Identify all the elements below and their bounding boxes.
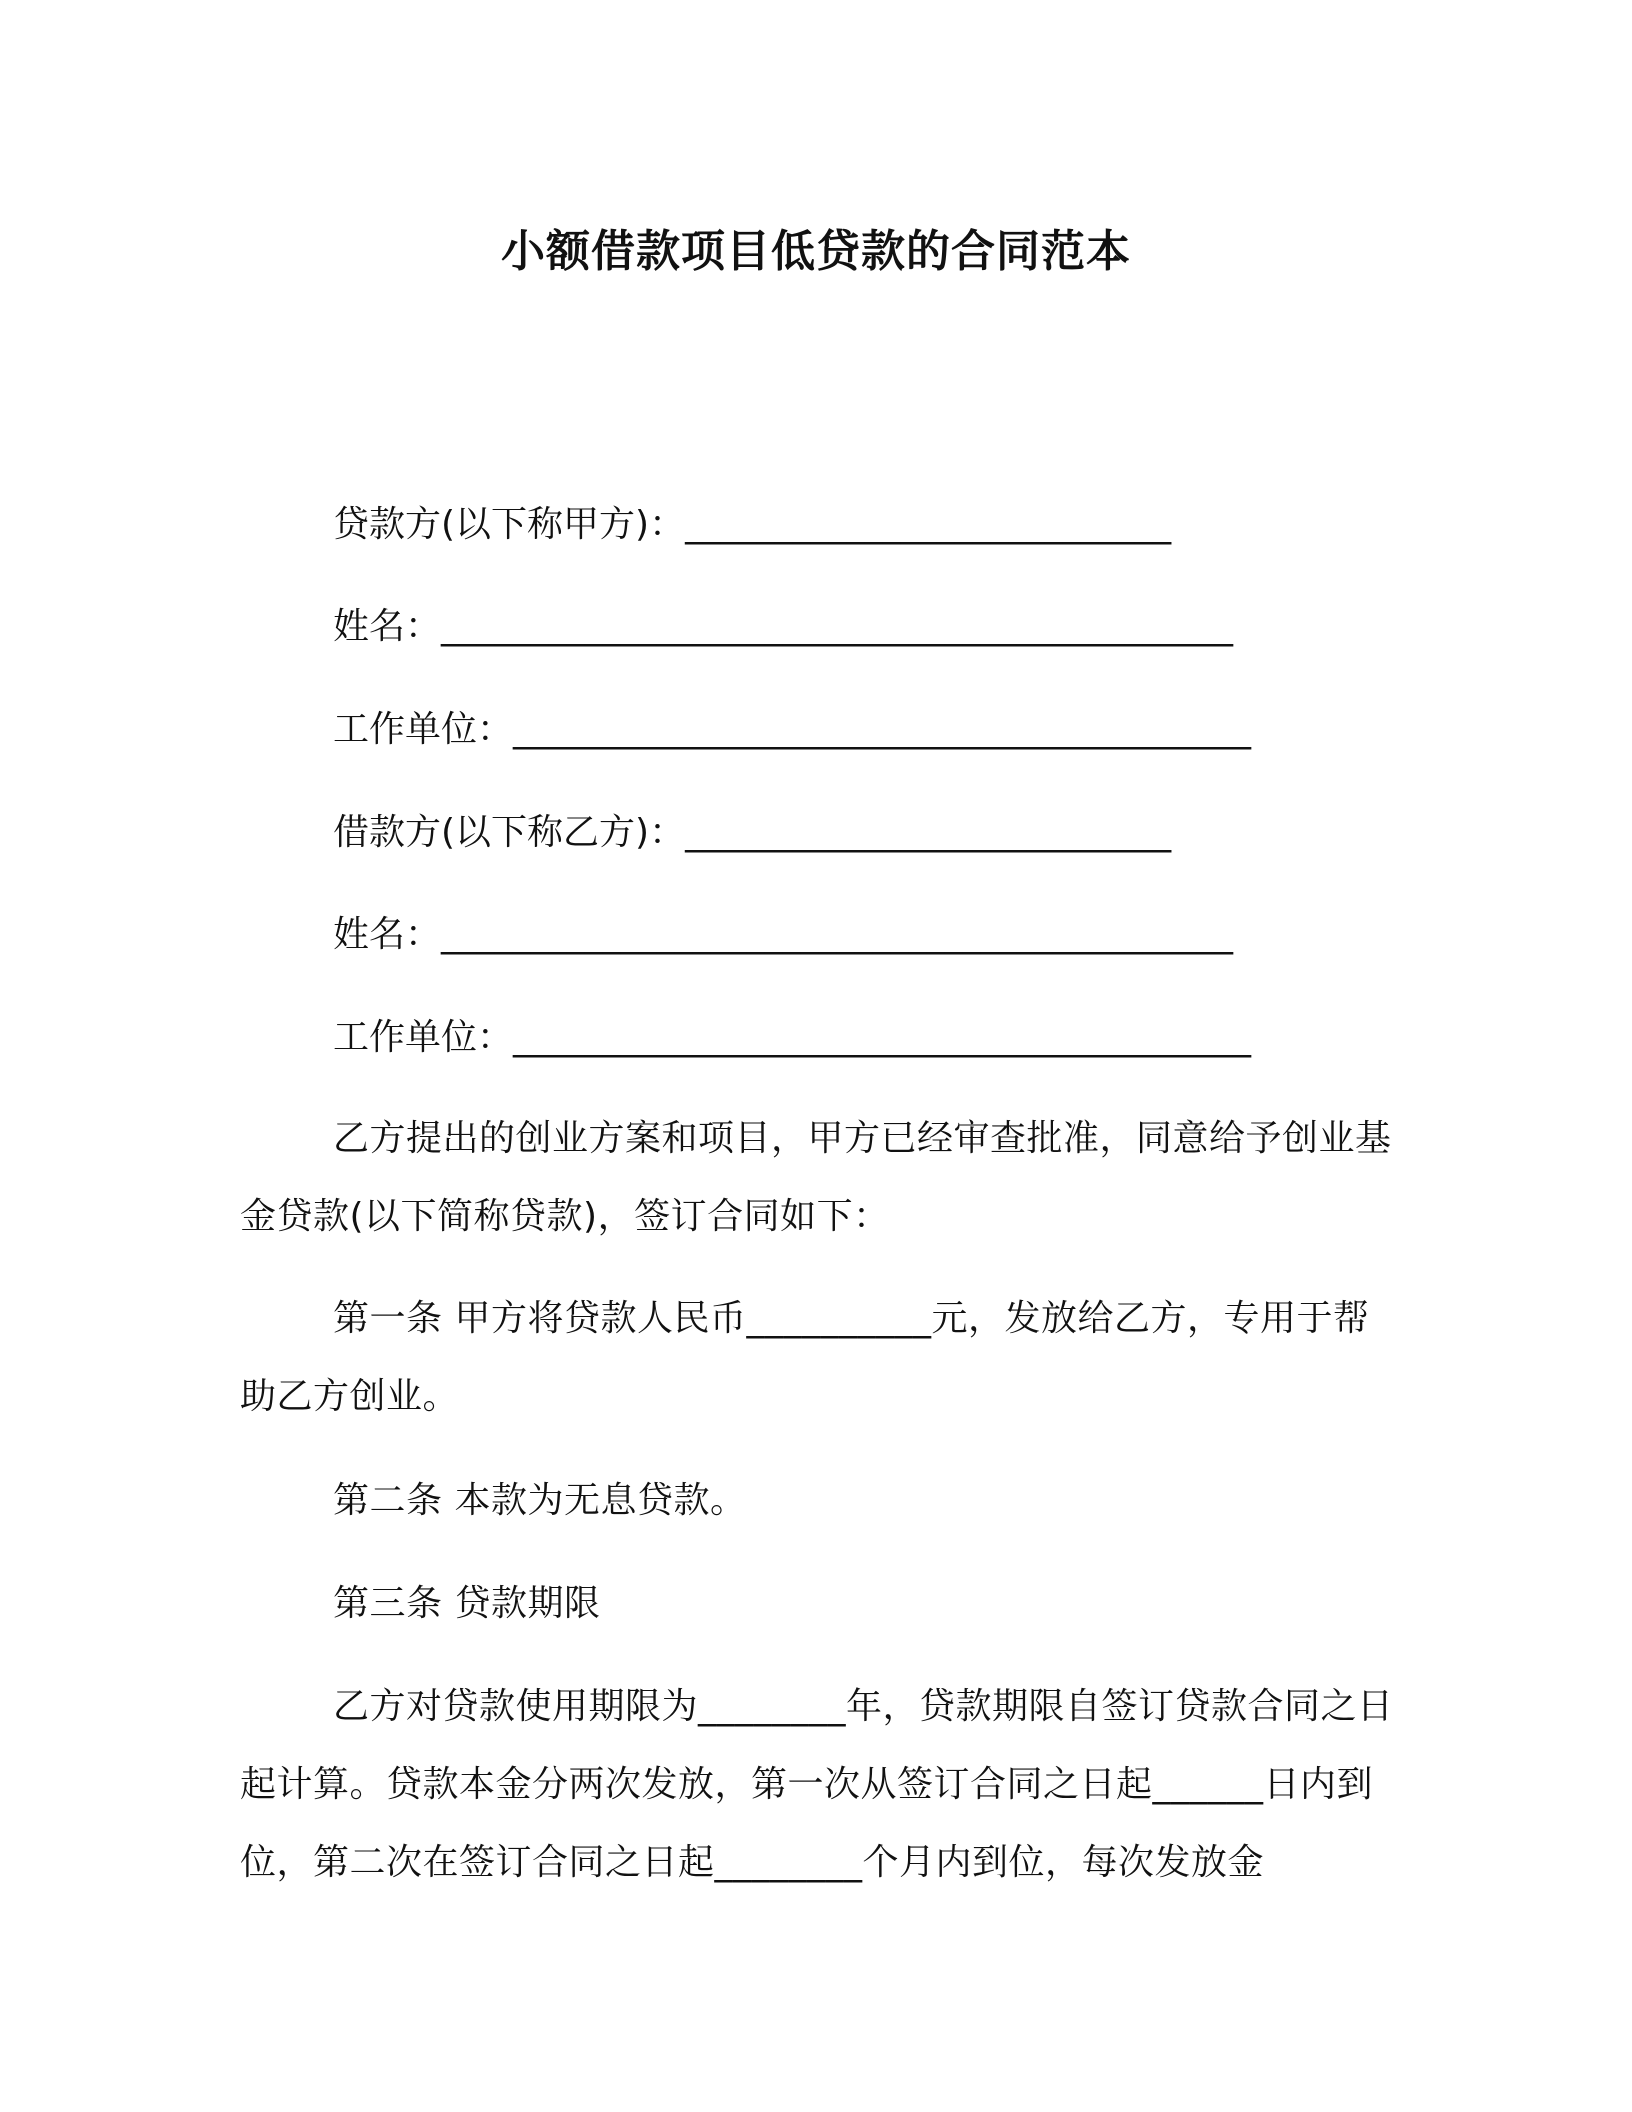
article-2-paragraph: 第二条 本款为无息贷款。 [333, 1480, 747, 1521]
article-3-heading: 第三条 贷款期限 [333, 1583, 601, 1624]
document-title: 小额借款项目低贷款的合同范本 [501, 226, 1131, 277]
borrower-field: 借款方(以下称乙方)：___________________________ [333, 812, 1172, 853]
lender-name-field: 姓名：____________________________________________ [333, 606, 1234, 647]
loan-term-paragraph: 乙方对贷款使用期限为________年，贷款期限自签订贷款合同之日起计算。贷款本金分两次发放，第一次从签订合同之日起______日内到位，第二次在签订合同之日起________个月内到位，每次发放金 [240, 1686, 1394, 1883]
borrower-name-field: 姓名：____________________________________________ [333, 914, 1234, 955]
borrower-workplace-field: 工作单位：_________________________________________ [333, 1017, 1252, 1058]
article-1-paragraph: 第一条 甲方将贷款人民币__________元，发放给乙方，专用于帮助乙方创业。 [240, 1298, 1370, 1417]
intro-paragraph: 乙方提出的创业方案和项目，甲方已经审查批准，同意给予创业基金贷款(以下简称贷款)，签订合同如下： [240, 1118, 1392, 1237]
lender-field: 贷款方(以下称甲方)：___________________________ [333, 504, 1172, 545]
lender-workplace-field: 工作单位：_________________________________________ [333, 709, 1252, 750]
